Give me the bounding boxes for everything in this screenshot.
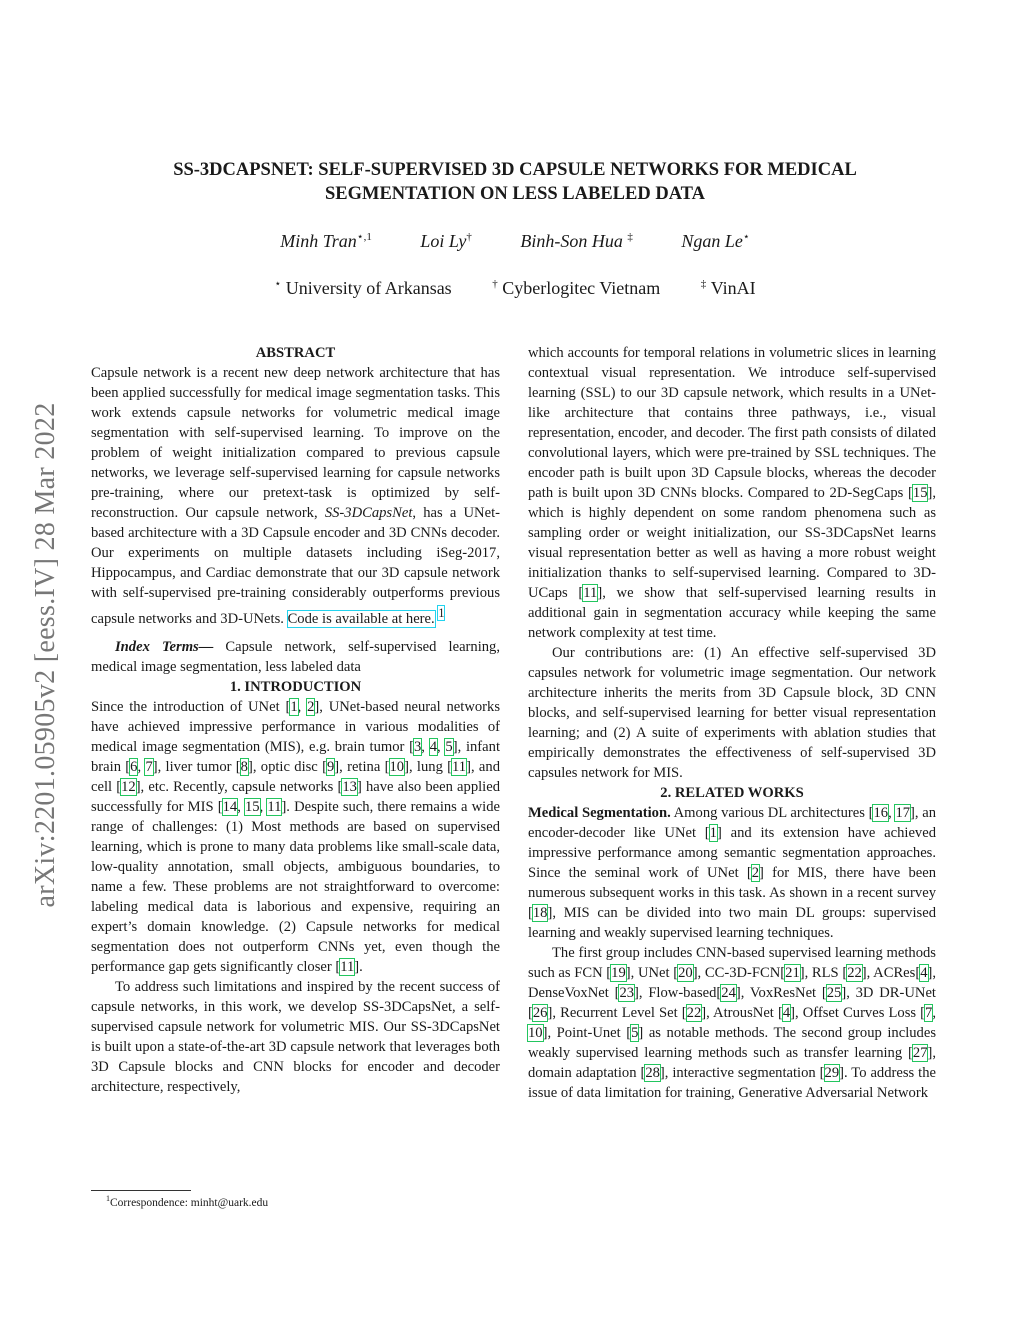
citation-link[interactable]: 1 [709,825,717,841]
paper-title-line-2: SEGMENTATION ON LESS LABELED DATA [324,184,706,204]
footnote: $^1$Correspondence: minht@uark.edu [106,1194,269,1209]
citation-link[interactable]: 14 [222,798,238,815]
citation-link[interactable]: 16 [873,805,889,821]
citation-link[interactable]: 11 [340,958,355,975]
model-name: SS-3DCapsNet [324,505,413,521]
left-column [91,343,500,1097]
paper-title [110,158,920,206]
related-works-heading: 2. RELATED WORKS [660,785,804,801]
intro-paragraph-1: Since the introduction of UNet [1, 2], UNet-based neural networks have achieved impressive performance in various modalities of medical image segmentation (MIS), e.g. brain tumor [3, 4, 5], infant brain [6, 7], liver tumor [8], optic disc [9], retina [10], lung [11], and cell [12], etc. Recently, capsule networks [13] have also been applied successfully for MIS [14, 15, 11]. Despite such, there remains a wide range of challenges: (1) Most methods are based on supervised learning, which is prone to many data problems like small-scale data, low-quality annotation, small objects, ambiguous boundaries, to name a few. These problems are not straightforward to overcome: labeling medical data is laborious and expensive, requiring an expert’s domain knowledge. (2) Capsule networks for medical segmentation does not outperform CNNs yet, even though the performance gap gets significantly closer [11]. [91,698,501,975]
citation-link[interactable]: 28 [645,1065,660,1081]
runin-heading: Medical Segmentation. [528,805,671,821]
arxiv-stamp-text: arXiv:2201.05905v2 [eess.IV] 28 Mar 2022 [30,402,61,908]
citation-link[interactable]: 9 [326,758,335,775]
affiliation: † Cyberlogitec Vietnam [492,278,661,298]
citation-link[interactable]: 27 [912,1045,928,1061]
related-paragraph-1: Medical Segmentation. Among various DL architectures [16, 17], an encoder-decoder like UNet [1] and its extension have achieved impressive performance among semantic segmentation approaches. Since the seminal work of UNet [2] for MIS, there have been numerous subsequent works in this task. As shown in a recent survey [18], MIS can be divided into two main DL groups: supervised learning and weakly supervised learning techniques. [528,805,937,941]
author: Binh-Son Hua ‡ [520,231,633,251]
citation-link[interactable]: 17 [895,805,911,821]
abstract-paragraph: Capsule network is a recent new deep network architecture that has been applied successfully for medical image segmentation tasks. This work extends capsule networks for volumetric medical image segmentation with self-supervised learning. To improve on the problem of weight initialization compared to previous capsule networks, we leverage self-supervised learning for capsule networks pre-training, where our pretext-task is optimized by self-reconstruction. Our capsule network, SS-3DCapsNet, has a UNet-based architecture with a 3D Capsule encoder and 3D CNNs decoder. Our experiments on multiple datasets including iSeg-2017, Hippocampus, and Cardiac demonstrate that our 3D capsule network with self-supervised pre-training considerably outperforms previous capsule networks and 3D-UNets. Code is available at here. $^1$ [91,365,500,627]
citation-link[interactable]: 26 [532,1005,548,1021]
author: Minh Tran$^{⋆,1}$ [280,231,372,251]
citation-link[interactable]: 25 [826,985,842,1001]
citation-link[interactable]: 8 [240,758,248,775]
related-paragraph-2: The first group includes CNN-based supervised learning methods such as FCN [19], UNet [20], CC-3D-FCN[21], RLS [22], ACRes[4], DenseVoxNet [23], Flow-based[24], VoxResNet [25], 3D DR-UNet [26], Recurrent Level Set [22], AtrousNet [4], Offset Curves Loss [7, 10], Point-Unet [5] as notable methods. The second group includes weakly supervised learning methods such as transfer learning [27], domain adaptation [28], interactive segmentation [29]. To address the issue of data limitation for training, Generative Adversarial Network [528,945,937,1101]
footnote-divider [91,1190,191,1191]
citation-link[interactable]: 29 [824,1065,840,1081]
citation-link[interactable]: 22 [686,1005,702,1021]
citation-link[interactable]: 22 [847,965,862,981]
intro-paragraph-2: To address such limitations and inspired by the recent success of capsule networks, in this work, we develop SS-3DCapsNet, a self-supervised capsule network for volumetric MIS. Our SS-3DCapsNet is built upon a state-of-the-art 3D capsule network that leverages both 3D Capsule blocks and CNN blocks for encoder and decoder architecture, respectively, [91,978,500,1095]
citation-link[interactable]: 18 [532,905,548,921]
citation-link[interactable]: 4 [429,738,437,755]
intro-paragraph-3: which accounts for temporal relations in volumetric slices in learning contextual visual representation. We introduce self-supervised learning (SSL) to our 3D capsule network, which results in a UNet-like architecture that contains three pathways, i.e., visual representation, encoder, and decoder. The first path consists of dilated convolutional layers, which were pre-trained by SSL techniques. The encoder path is built upon 3D Capsule blocks, whereas the decoder path is built upon 3D CNNs blocks. Compared to 2D-SegCaps [15], which is highly dependent on some random phenomena such as sampling order or weight initialization, our SS-3DCapsNet learns visual representation better as well as having a more robust weight initialization thanks to self-supervised learning. Compared to 3D-UCaps [11], we show that self-supervised learning results in additional gain in segmentation accuracy while keeping the same network complexity at test time. [528,345,936,641]
citation-link[interactable]: 10 [389,758,405,775]
index-terms-label: Index Terms— [115,638,214,655]
abstract-heading: ABSTRACT [255,345,336,361]
author-list [110,230,920,252]
citation-link[interactable]: 13 [342,778,357,795]
footnote-ref-link[interactable]: 1 [438,606,445,620]
citation-link[interactable]: 5 [631,1025,639,1041]
citation-link[interactable]: 4 [782,1005,791,1021]
citation-link[interactable]: 5 [445,738,453,755]
citation-link[interactable]: 19 [611,965,626,981]
affiliation-list [110,277,920,299]
affiliation: ‡ VinAI [700,278,756,298]
citation-link[interactable]: 11 [452,758,467,775]
citation-link[interactable]: 7 [145,758,153,775]
author: Loi Ly† [420,231,472,251]
citation-link[interactable]: 6 [130,758,138,775]
paper-title-line-1: SS-3DCAPSNET: SELF-SUPERVISED 3D CAPSULE NETWORKS FOR MEDICAL [173,160,857,180]
citation-link[interactable]: 20 [678,965,693,981]
citation-link[interactable]: 15 [244,798,260,815]
citation-link[interactable]: 3 [414,738,422,755]
citation-link[interactable]: 11 [267,798,282,815]
citation-link[interactable]: 12 [121,778,136,795]
citation-link[interactable]: 10 [528,1025,543,1041]
contributions-paragraph: Our contributions are: (1) An effective self-supervised 3D capsules network for volumetric image segmentation. Our network architecture inherits the merits from 3D Capsule block, 3D CNN blocks, and self-supervised learning for better visual representation learning; and (2) A suite of experiments with ablation studies that empirically demonstrates the effectiveness of self-supervised 3D capsules network for MIS. [528,645,936,781]
citation-link[interactable]: 15 [912,485,928,501]
affiliation: ⋆ University of Arkansas [274,278,452,298]
author: Ngan Le⋆ [681,231,750,251]
citation-link[interactable]: 11 [583,585,598,601]
citation-link[interactable]: 1 [290,698,298,715]
citation-link[interactable]: 23 [619,985,635,1001]
arxiv-stamp [26,350,66,960]
right-column [528,343,936,1103]
citation-link[interactable]: 21 [785,965,800,981]
citation-link[interactable]: 2 [751,865,760,881]
citation-link[interactable]: 2 [307,698,315,715]
citation-link[interactable]: 4 [920,965,928,981]
citation-link[interactable]: 7 [925,1005,933,1021]
code-link[interactable]: Code is available at here. [287,610,435,627]
intro-heading: 1. INTRODUCTION [229,678,362,695]
citation-link[interactable]: 24 [721,985,736,1001]
index-terms: Index Terms— Capsule network, self-supervised learning, medical image segmentation, less labeled data [91,638,501,675]
